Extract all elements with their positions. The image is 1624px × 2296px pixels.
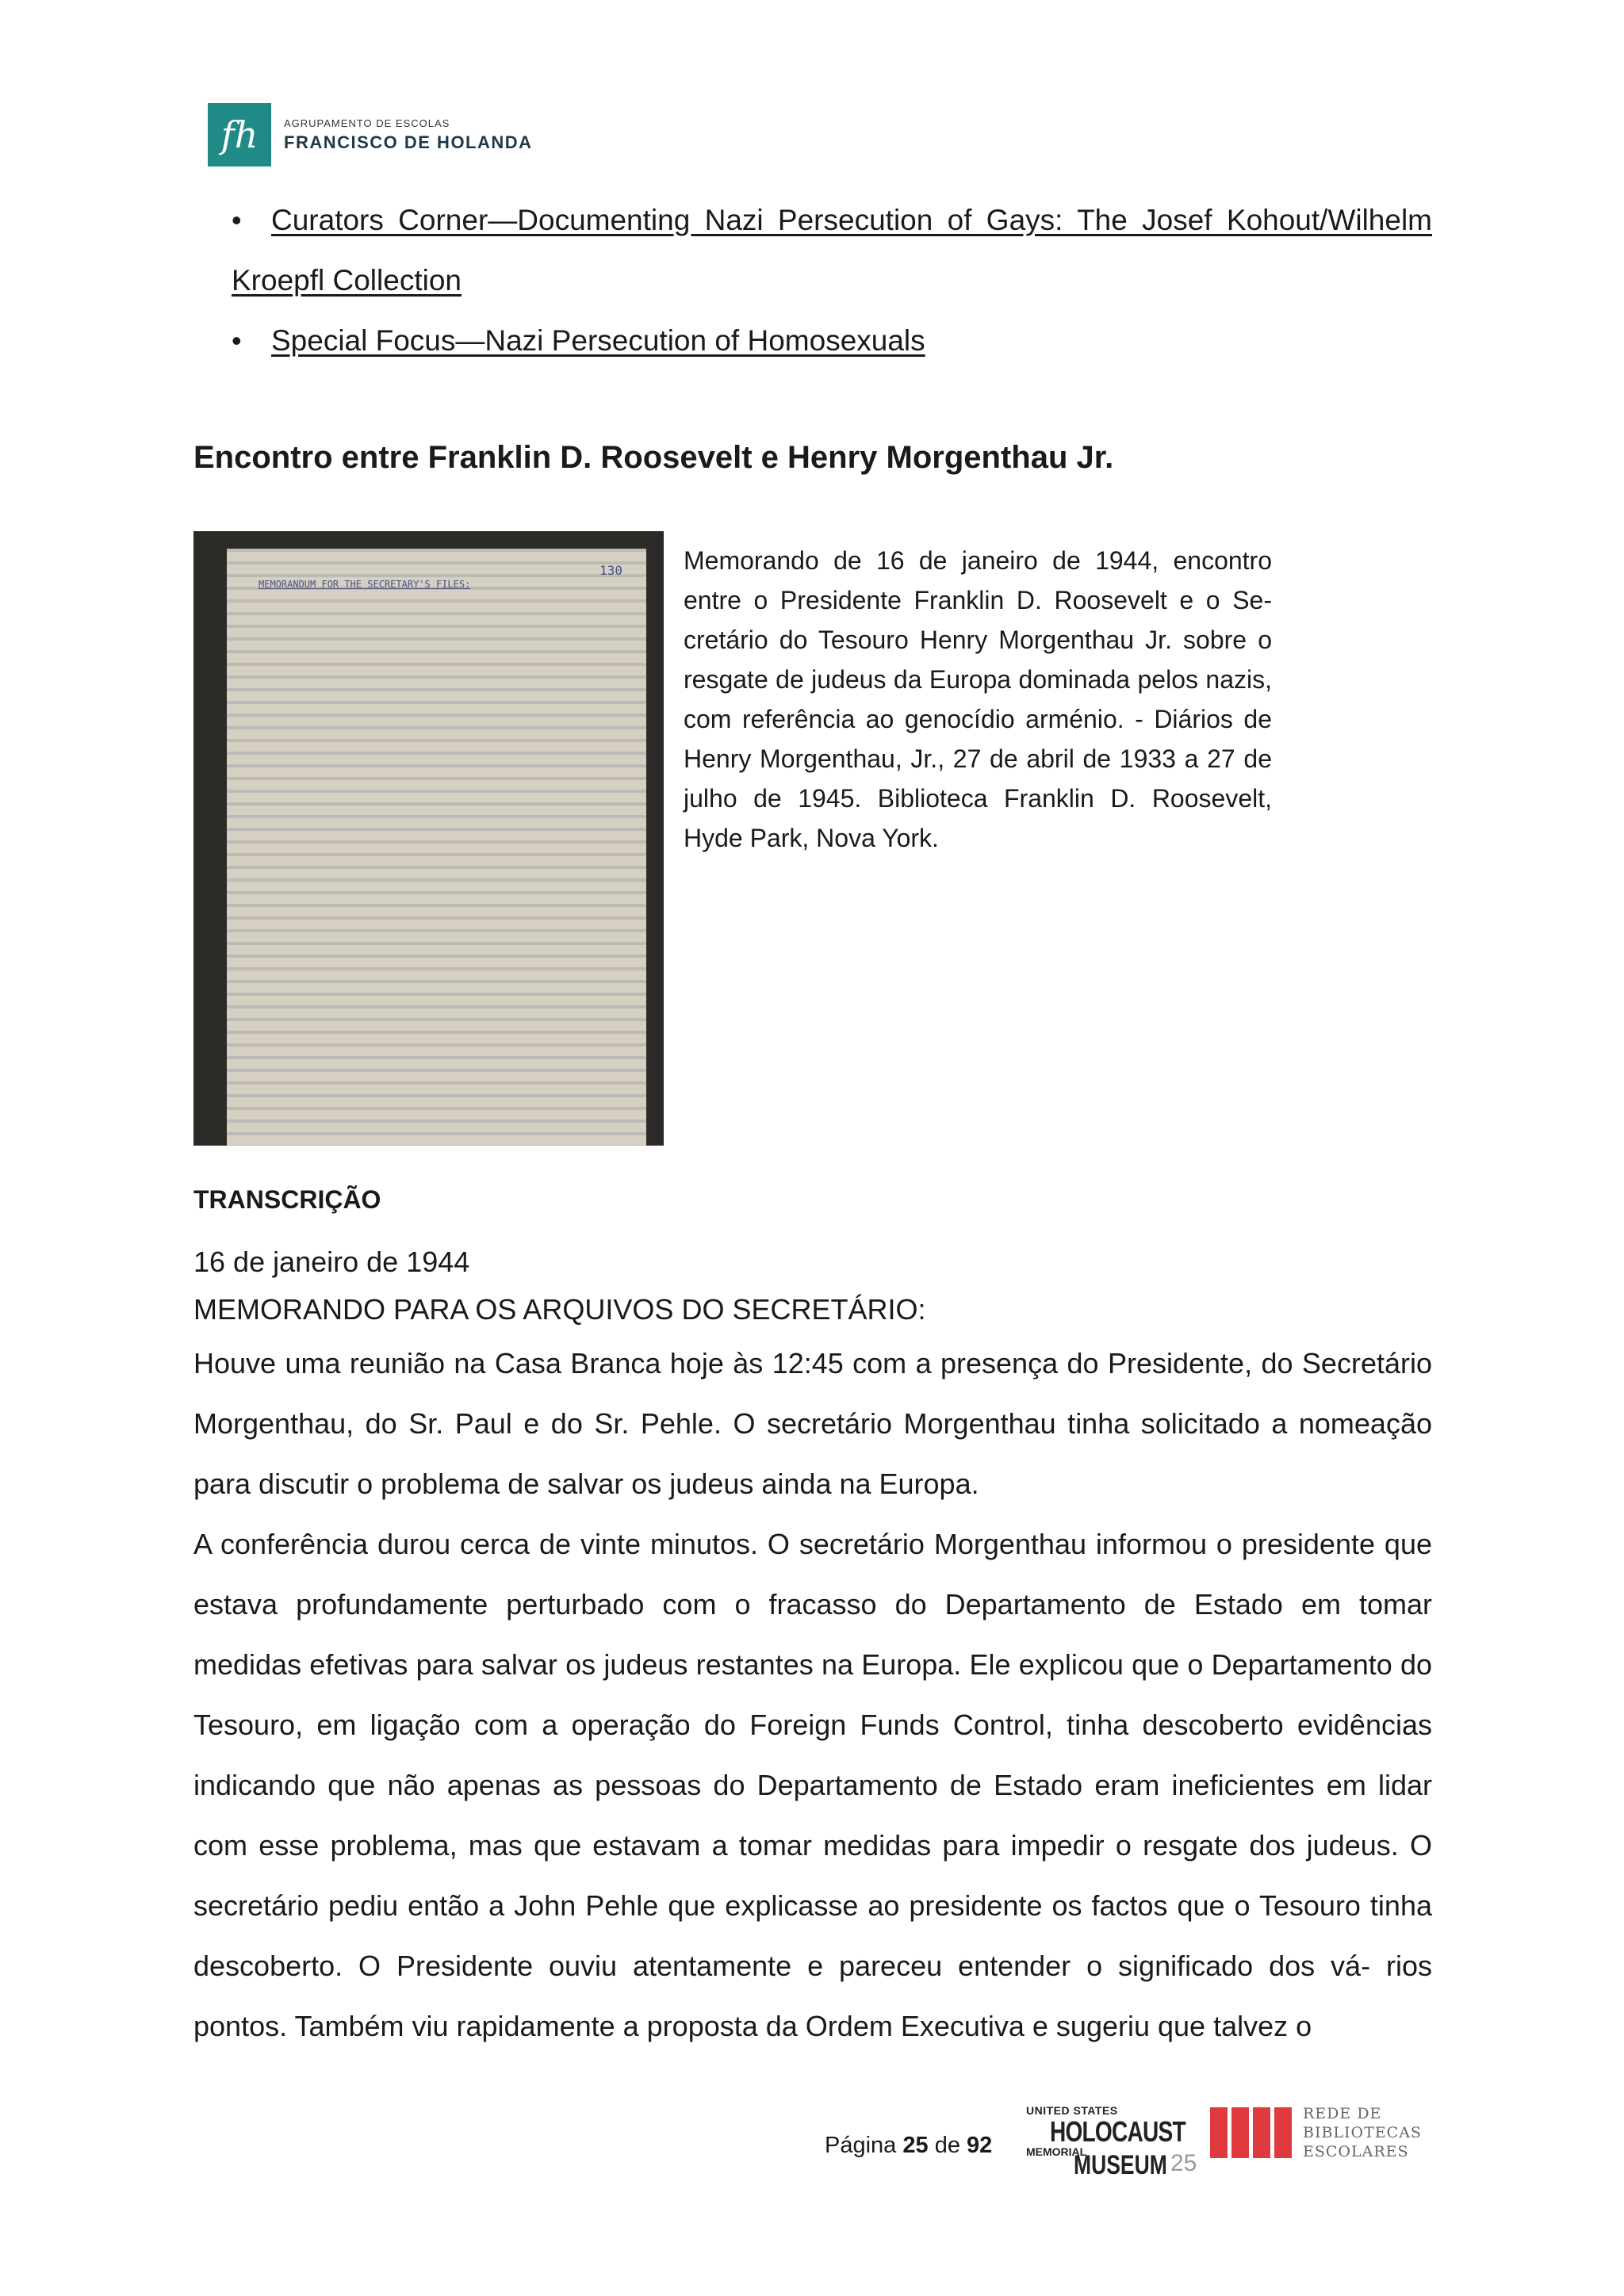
memo-paper [227, 549, 646, 1146]
page-total: 92 [967, 2133, 993, 2158]
page-label: Página [825, 2133, 897, 2158]
link-list [232, 190, 1432, 371]
rbe-line: ESCOLARES [1303, 2143, 1409, 2160]
list-item [232, 311, 1432, 371]
memo-page-number: 130 [599, 563, 622, 578]
page-current: 25 [902, 2133, 929, 2158]
section-heading: Encontro entre Franklin D. Roosevelt e Henry Morgenthau Jr. [193, 440, 1114, 475]
image-caption: Memorando de 16 de janeiro de 1944, encontro entre o Presidente Franklin D. Roosevelt e o Se- cretário do Tesouro Henry Morgenthau Jr. sobre o resgate de judeus da Europa dominada pelos nazis, com referência ao genocídio arménio. - Diários de Henry Morgenthau, Jr., 27 de abril de 1933 a 27 de julho de 1945. Biblioteca Franklin D. Roosevelt, Hyde Park, Nova York. [684, 546, 1272, 852]
ushmm-line5: 25 [1170, 2150, 1197, 2176]
rbe-logo [1210, 2104, 1422, 2161]
rbe-line: REDE DE [1303, 2105, 1382, 2122]
ushmm-line1: UNITED STATES [1026, 2104, 1118, 2117]
logo-mark-icon [208, 103, 271, 166]
rbe-text [1303, 2104, 1422, 2161]
curators-corner-link[interactable]: Curators Corner—Documenting Nazi Persecution of Gays: The Josef Kohout/Wilhelm [271, 204, 1432, 236]
logo-org-name: FRANCISCO DE HOLANDA [284, 132, 533, 152]
transcription-date: 16 de janeiro de 1944 [193, 1246, 470, 1278]
memo-header-line: MEMORANDUM FOR THE SECRETARY'S FILES: [259, 579, 471, 590]
page-of: de [934, 2133, 960, 2158]
memo-title: MEMORANDO PARA OS ARQUIVOS DO SECRETÁRIO: [193, 1293, 926, 1326]
special-focus-link[interactable]: Special Focus—Nazi Persecution of Homosexuals [271, 324, 925, 357]
memo-document-image [193, 531, 664, 1146]
transcription-body [193, 1238, 1432, 2057]
rbe-line: BIBLIOTECAS [1303, 2124, 1422, 2141]
paragraph: Houve uma reunião na Casa Branca hoje às 12:45 com a presença do Presidente, do Secretário Morgenthau, do Sr. Paul e do Sr. Pehle. O secretário Morgenthau tinha solicitado a nomeação para discutir o problema de salvar os judeus ainda na Europa. [193, 1347, 1432, 1500]
curators-corner-link-cont[interactable]: Kroepfl Collection [232, 264, 462, 297]
list-item [232, 190, 1432, 311]
page-number [825, 2133, 992, 2159]
school-logo [208, 103, 533, 166]
transcription-title: TRANSCRIÇÃO [193, 1185, 381, 1214]
ushmm-logo [1023, 2101, 1205, 2188]
ushmm-line3: MEMORIAL [1026, 2145, 1087, 2158]
paragraph: A conferência durou cerca de vinte minutos. O secretário Morgenthau informou o presidente que estava profundamente perturbado com o fracasso do Departamento de Estado em tomar medidas efetivas para salvar os judeus restantes na Europa. Ele explicou que o Departamento do Tesouro, em ligação com a operação do Foreign Funds Control, tinha descoberto evidências indicando que não apenas as pessoas do Departamento de Estado eram ineficientes em lidar com esse problema, mas que estavam a tomar medidas para impedir o resgate dos judeus. O secretário pediu então a John Pehle que explicasse ao presidente os factos que o Tesouro tinha descoberto. O Presidente ouviu atentamente e pareceu entender o significado dos vá- rios pontos. Também viu rapidamente a proposta da Ordem Executiva e sugeriu que talvez o [193, 1528, 1432, 2042]
logo-org-small: AGRUPAMENTO DE ESCOLAS [284, 117, 450, 129]
logo-glyph: fh [220, 113, 259, 156]
rbe-mark-icon [1210, 2107, 1292, 2158]
logo-text [284, 117, 533, 153]
ushmm-line4: MUSEUM [1074, 2150, 1167, 2180]
ushmm-line2: HOLOCAUST [1050, 2115, 1185, 2148]
